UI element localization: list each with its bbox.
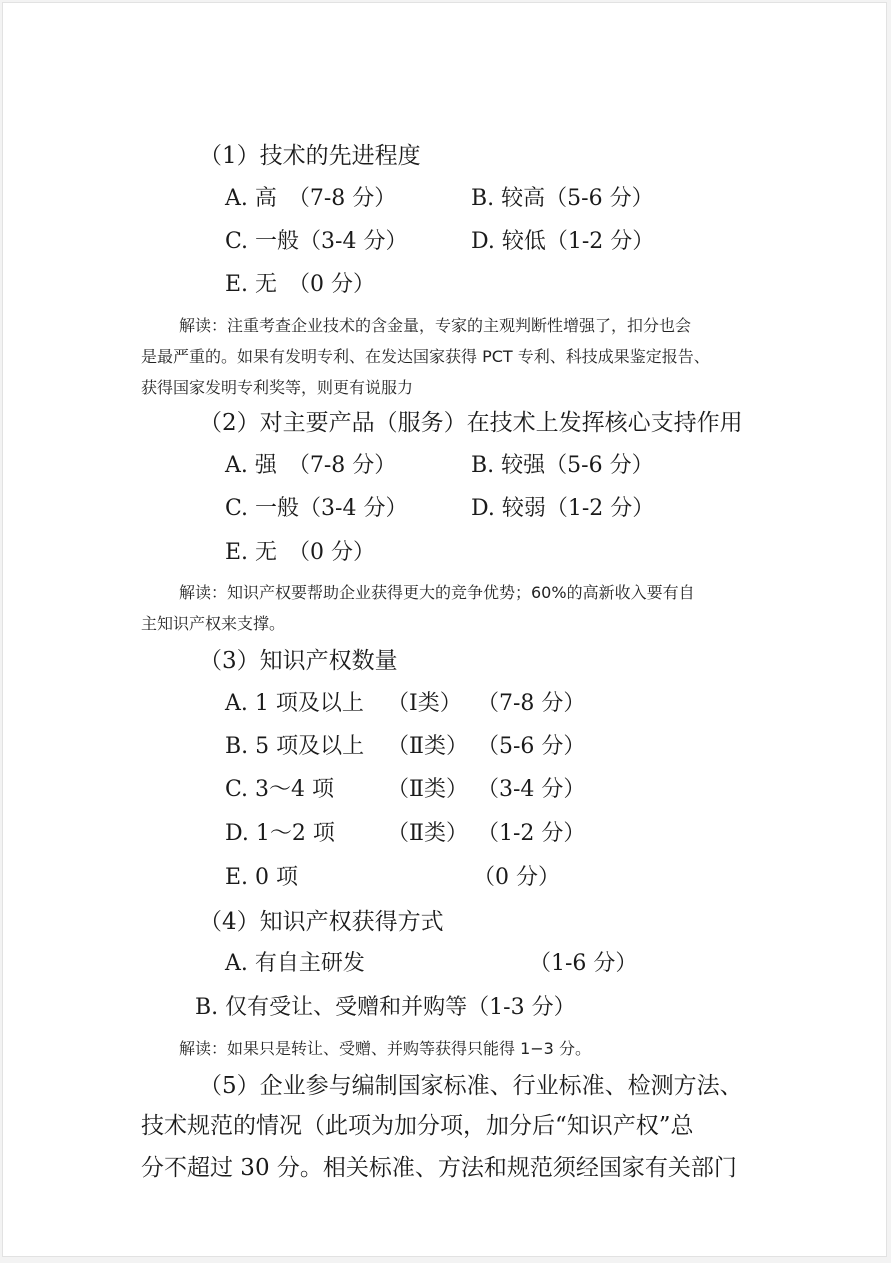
s3-row-d-score: （1-2 分） [477, 821, 586, 846]
s3-row-b-item: B. 5 项及以上 [225, 734, 365, 759]
s1-option-d: D. 较低（1-2 分） [471, 229, 655, 254]
s3-row-e-item: E. 0 项 [225, 865, 299, 890]
s3-row-c-item: C. 3～4 项 [225, 777, 335, 802]
s1-option-b: B. 较高（5-6 分） [471, 186, 654, 211]
s3-row-b-score: （5-6 分） [477, 734, 586, 759]
s3-row-d-item: D. 1～2 项 [225, 821, 335, 846]
document-page [2, 2, 887, 1257]
s3-row-a-item: A. 1 项及以上 [225, 691, 364, 716]
section-4-title: （4）知识产权获得方式 [199, 909, 444, 935]
s5-line-3: 分不超过 30 分。相关标准、方法和规范须经国家有关部门 [141, 1155, 737, 1181]
s3-row-a-score: （7-8 分） [477, 691, 586, 716]
s4-option-b: B. 仅有受让、受赠和并购等（1-3 分） [195, 995, 576, 1020]
s2-option-e: E. 无 （0 分） [225, 540, 376, 565]
s1-note-line-1: 解读：注重考查企业技术的含金量，专家的主观判断性增强了，扣分也会 [179, 316, 692, 335]
s5-line-2: 技术规范的情况（此项为加分项，加分后“知识产权”总 [141, 1113, 694, 1139]
s3-row-e-score: （0 分） [473, 865, 560, 890]
s1-option-c: C. 一般（3-4 分） [225, 229, 408, 254]
s2-option-b: B. 较强（5-6 分） [471, 453, 654, 478]
section-3-title: （3）知识产权数量 [199, 648, 398, 674]
s3-row-a-class: （Ⅰ类） [387, 691, 462, 716]
s3-row-c-class: （Ⅱ类） [387, 777, 468, 802]
s1-option-e: E. 无 （0 分） [225, 272, 376, 297]
s2-note-line-2: 主知识产权来支撑。 [141, 614, 286, 633]
s3-row-b-class: （Ⅱ类） [387, 734, 468, 759]
s1-option-a: A. 高 （7-8 分） [225, 186, 397, 211]
s4-option-a: A. 有自主研发 [225, 951, 365, 976]
s2-option-c: C. 一般（3-4 分） [225, 496, 408, 521]
s5-line-1: （5）企业参与编制国家标准、行业标准、检测方法、 [199, 1073, 743, 1099]
s2-note-line-1: 解读：知识产权要帮助企业获得更大的竞争优势；60%的高新收入要有自 [179, 583, 695, 602]
s4-option-a-score: （1-6 分） [529, 951, 638, 976]
s1-note-line-2: 是最严重的。如果有发明专利、在发达国家获得 PCT 专利、科技成果鉴定报告、 [141, 347, 710, 366]
s4-note: 解读：如果只是转让、受赠、并购等获得只能得 1−3 分。 [179, 1039, 591, 1058]
s2-option-a: A. 强 （7-8 分） [225, 453, 397, 478]
section-2-title: （2）对主要产品（服务）在技术上发挥核心支持作用 [199, 410, 743, 436]
section-1-title: （1）技术的先进程度 [199, 143, 421, 169]
s2-option-d: D. 较弱（1-2 分） [471, 496, 655, 521]
s1-note-line-3: 获得国家发明专利奖等，则更有说服力 [141, 378, 414, 397]
s3-row-d-class: （Ⅱ类） [387, 821, 468, 846]
s3-row-c-score: （3-4 分） [477, 777, 586, 802]
